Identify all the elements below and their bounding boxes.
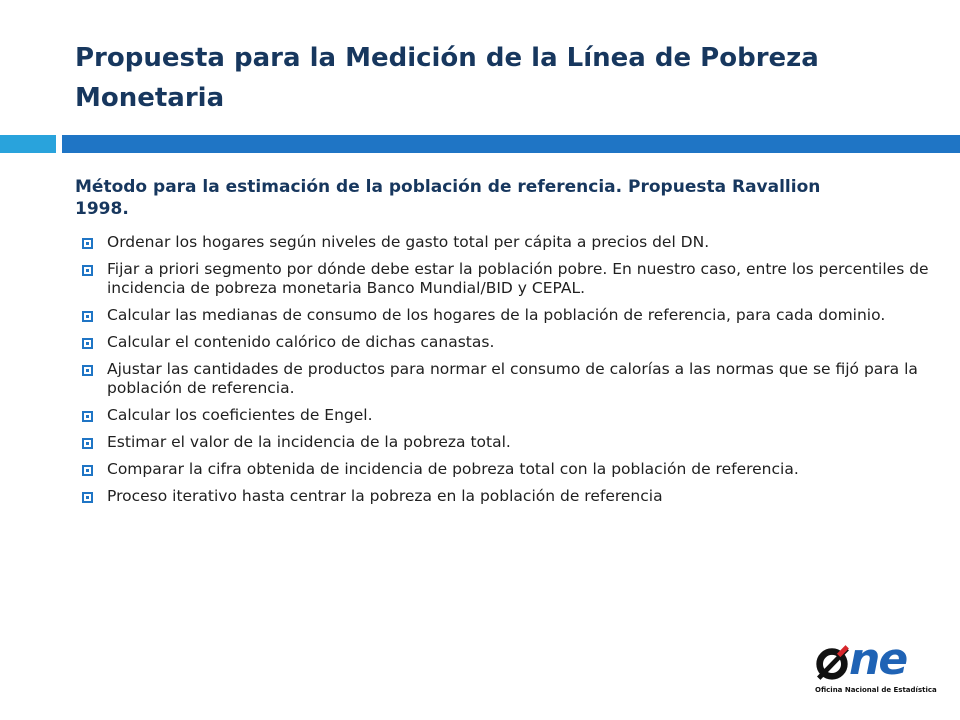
logo-o-mark-icon — [813, 644, 851, 682]
slide-subtitle: Método para la estimación de la población de referencia. Propuesta Ravallion 1998. — [75, 177, 821, 219]
accent-bar-left — [0, 135, 56, 153]
list-item-text: Calcular las medianas de consumo de los hogares de la población de referencia, para cada dominio. — [107, 306, 886, 324]
list-item — [80, 360, 940, 398]
bullet-icon — [82, 311, 93, 322]
list-item — [80, 406, 940, 425]
list-item-text: Calcular los coeficientes de Engel. — [107, 406, 373, 424]
logo-wordmark-text: ne — [849, 634, 907, 685]
list-item — [80, 333, 940, 352]
list-item-text: Comparar la cifra obtenida de incidencia de pobreza total con la población de referencia. — [107, 460, 799, 478]
bullet-icon — [82, 365, 93, 376]
bullet-icon — [82, 411, 93, 422]
list-item — [80, 433, 940, 452]
logo-caption: Oficina Nacional de Estadística — [815, 686, 937, 694]
list-item — [80, 306, 940, 325]
list-item-text: Ajustar las cantidades de productos para normar el consumo de calorías a las normas que se fijó para la población de referencia. — [107, 360, 918, 397]
bullet-icon — [82, 465, 93, 476]
list-item — [80, 233, 940, 252]
list-item — [80, 460, 940, 479]
logo-wordmark — [813, 634, 907, 685]
bullet-icon — [82, 438, 93, 449]
list-item-text: Estimar el valor de la incidencia de la pobreza total. — [107, 433, 511, 451]
list-item-text: Ordenar los hogares según niveles de gasto total per cápita a precios del DN. — [107, 233, 710, 251]
list-item-text: Calcular el contenido calórico de dichas canastas. — [107, 333, 495, 351]
list-item — [80, 260, 940, 298]
bullet-icon — [82, 265, 93, 276]
bullet-icon — [82, 492, 93, 503]
list-item-text: Fijar a priori segmento por dónde debe estar la población pobre. En nuestro caso, entre los percentiles de incidencia de pobreza monetaria Banco Mundial/BID y CEPAL. — [107, 260, 929, 297]
list-item — [80, 487, 940, 506]
one-logo — [813, 634, 937, 698]
accent-bar-main — [62, 135, 960, 153]
slide-title: Propuesta para la Medición de la Línea de Pobreza Monetaria — [75, 43, 819, 113]
bullet-icon — [82, 238, 93, 249]
bullet-list — [80, 233, 940, 514]
bullet-icon — [82, 338, 93, 349]
list-item-text: Proceso iterativo hasta centrar la pobreza en la población de referencia — [107, 487, 663, 505]
